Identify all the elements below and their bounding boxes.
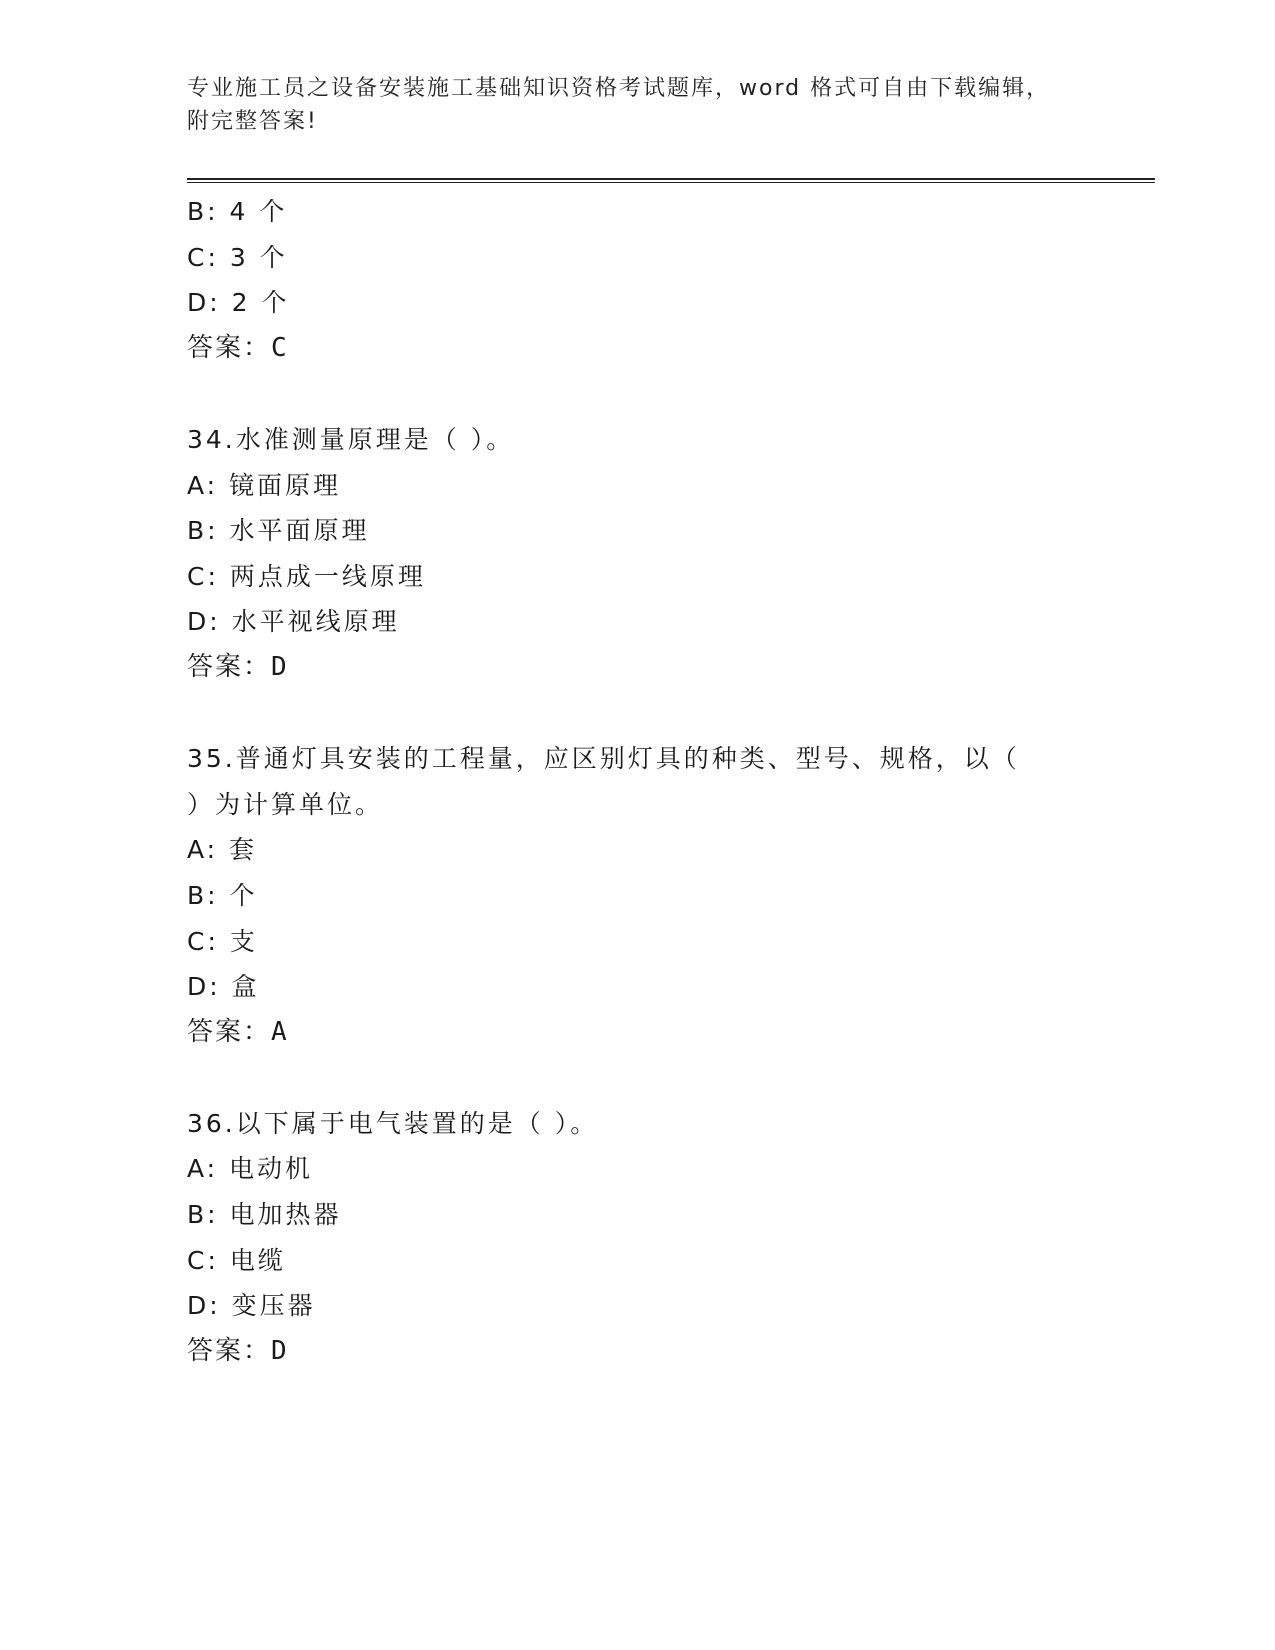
option-c: C: 电缆: [187, 1245, 286, 1275]
option-c: C: 支: [187, 926, 258, 956]
document-header: [187, 72, 1067, 138]
question-35: [187, 736, 1147, 1055]
option-c: C: 3 个: [187, 242, 288, 272]
option-b: B: 4 个: [187, 197, 288, 226]
question-list: [187, 189, 1147, 1374]
option-d: D: 变压器: [187, 1291, 316, 1321]
spacer: [187, 691, 1147, 737]
header-divider: [187, 178, 1155, 183]
option-d: D: 盒: [187, 972, 260, 1002]
option-b: B: 水平面原理: [187, 516, 370, 546]
question-36: [187, 1101, 1147, 1375]
header-line-2: 附完整答案!: [187, 109, 318, 134]
answer-line: 答案：D: [187, 1335, 289, 1366]
option-a: A: 电动机: [187, 1154, 314, 1184]
question-stem-continued: ）为计算单位。: [187, 789, 384, 819]
question-stem: 36.以下属于电气装置的是（ ）。: [187, 1108, 599, 1138]
option-a: A: 镜面原理: [187, 470, 342, 500]
answer-line: 答案：C: [187, 332, 289, 363]
option-b: B: 电加热器: [187, 1200, 342, 1230]
question-stem: 34.水准测量原理是（ ）。: [187, 424, 515, 454]
spacer: [187, 371, 1147, 417]
option-c: C: 两点成一线原理: [187, 561, 426, 591]
answer-line: 答案：A: [187, 1016, 289, 1047]
option-b: B: 个: [187, 880, 258, 910]
prev-question-block: [187, 189, 1147, 371]
question-stem: 35.普通灯具安装的工程量，应区别灯具的种类、型号、规格，以（: [187, 744, 1020, 774]
spacer: [187, 1055, 1147, 1101]
option-a: A: 套: [187, 835, 258, 865]
answer-line: 答案：D: [187, 651, 289, 682]
option-d: D: 水平视线原理: [187, 607, 400, 637]
question-34: [187, 417, 1147, 691]
header-line-1: 专业施工员之设备安装施工基础知识资格考试题库，word 格式可自由下载编辑，: [187, 76, 1051, 101]
option-d: D: 2 个: [187, 288, 290, 318]
